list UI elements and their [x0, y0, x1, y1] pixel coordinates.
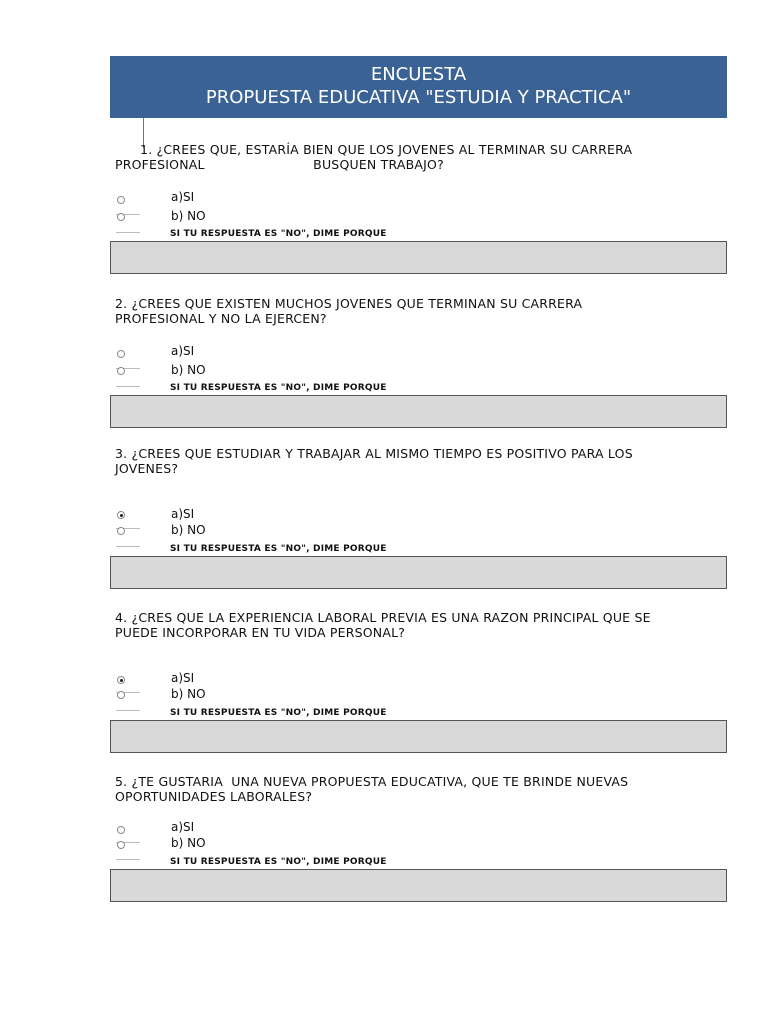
answer-field[interactable]: [110, 395, 727, 428]
radio-no[interactable]: [117, 527, 125, 535]
answer-field[interactable]: [110, 241, 727, 274]
radio-divider: [116, 546, 140, 547]
answer-hint: SI TU RESPUESTA ES "NO", DIME PORQUE: [170, 544, 387, 554]
option-no-label: b) NO: [171, 209, 206, 223]
radio-si[interactable]: [117, 350, 125, 358]
answer-field[interactable]: [110, 869, 727, 902]
question-text: 4. ¿CRES QUE LA EXPERIENCIA LABORAL PREVIA ES UNA RAZON PRINCIPAL QUE SE PUEDE INCORPORAR EN TU VIDA PERSONAL?: [115, 610, 651, 640]
option-no-label: b) NO: [171, 523, 206, 537]
radio-si[interactable]: [117, 826, 125, 834]
radio-divider: [116, 386, 140, 387]
radio-divider: [116, 859, 140, 860]
question-text: 5. ¿TE GUSTARIA UNA NUEVA PROPUESTA EDUCATIVA, QUE TE BRINDE NUEVAS OPORTUNIDADES LABORALES?: [115, 774, 629, 804]
option-si-label: a)SI: [171, 671, 195, 685]
option-no-label: b) NO: [171, 836, 206, 850]
answer-field[interactable]: [110, 720, 727, 753]
option-no-label: b) NO: [171, 687, 206, 701]
radio-divider: [116, 710, 140, 711]
option-si-label: a)SI: [171, 507, 195, 521]
radio-si[interactable]: [117, 676, 125, 684]
option-no-label: b) NO: [171, 363, 206, 377]
radio-no[interactable]: [117, 691, 125, 699]
survey-header: [110, 56, 727, 118]
answer-hint: SI TU RESPUESTA ES "NO", DIME PORQUE: [170, 229, 387, 239]
radio-si[interactable]: [117, 511, 125, 519]
question-text: 3. ¿CREES QUE ESTUDIAR Y TRABAJAR AL MISMO TIEMPO ES POSITIVO PARA LOS JOVENES?: [115, 446, 633, 476]
option-si-label: a)SI: [171, 344, 195, 358]
question-text: 2. ¿CREES QUE EXISTEN MUCHOS JOVENES QUE TERMINAN SU CARRERA PROFESIONAL Y NO LA EJERCEN?: [115, 296, 583, 326]
answer-field[interactable]: [110, 556, 727, 589]
radio-divider: [116, 232, 140, 233]
answer-hint: SI TU RESPUESTA ES "NO", DIME PORQUE: [170, 708, 387, 718]
radio-no[interactable]: [117, 841, 125, 849]
survey-subtitle: PROPUESTA EDUCATIVA "ESTUDIA Y PRACTICA": [205, 87, 632, 108]
option-si-label: a)SI: [171, 820, 195, 834]
option-si-label: a)SI: [171, 190, 195, 204]
answer-hint: SI TU RESPUESTA ES "NO", DIME PORQUE: [170, 857, 387, 867]
radio-no[interactable]: [117, 367, 125, 375]
survey-title: ENCUESTA: [370, 64, 467, 85]
radio-no[interactable]: [117, 213, 125, 221]
radio-si[interactable]: [117, 196, 125, 204]
answer-hint: SI TU RESPUESTA ES "NO", DIME PORQUE: [170, 383, 387, 393]
question-text: 1. ¿CREES QUE, ESTARÍA BIEN QUE LOS JOVENES AL TERMINAR SU CARRERA PROFESIONAL BUSQUEN TRABAJO?: [115, 142, 633, 172]
